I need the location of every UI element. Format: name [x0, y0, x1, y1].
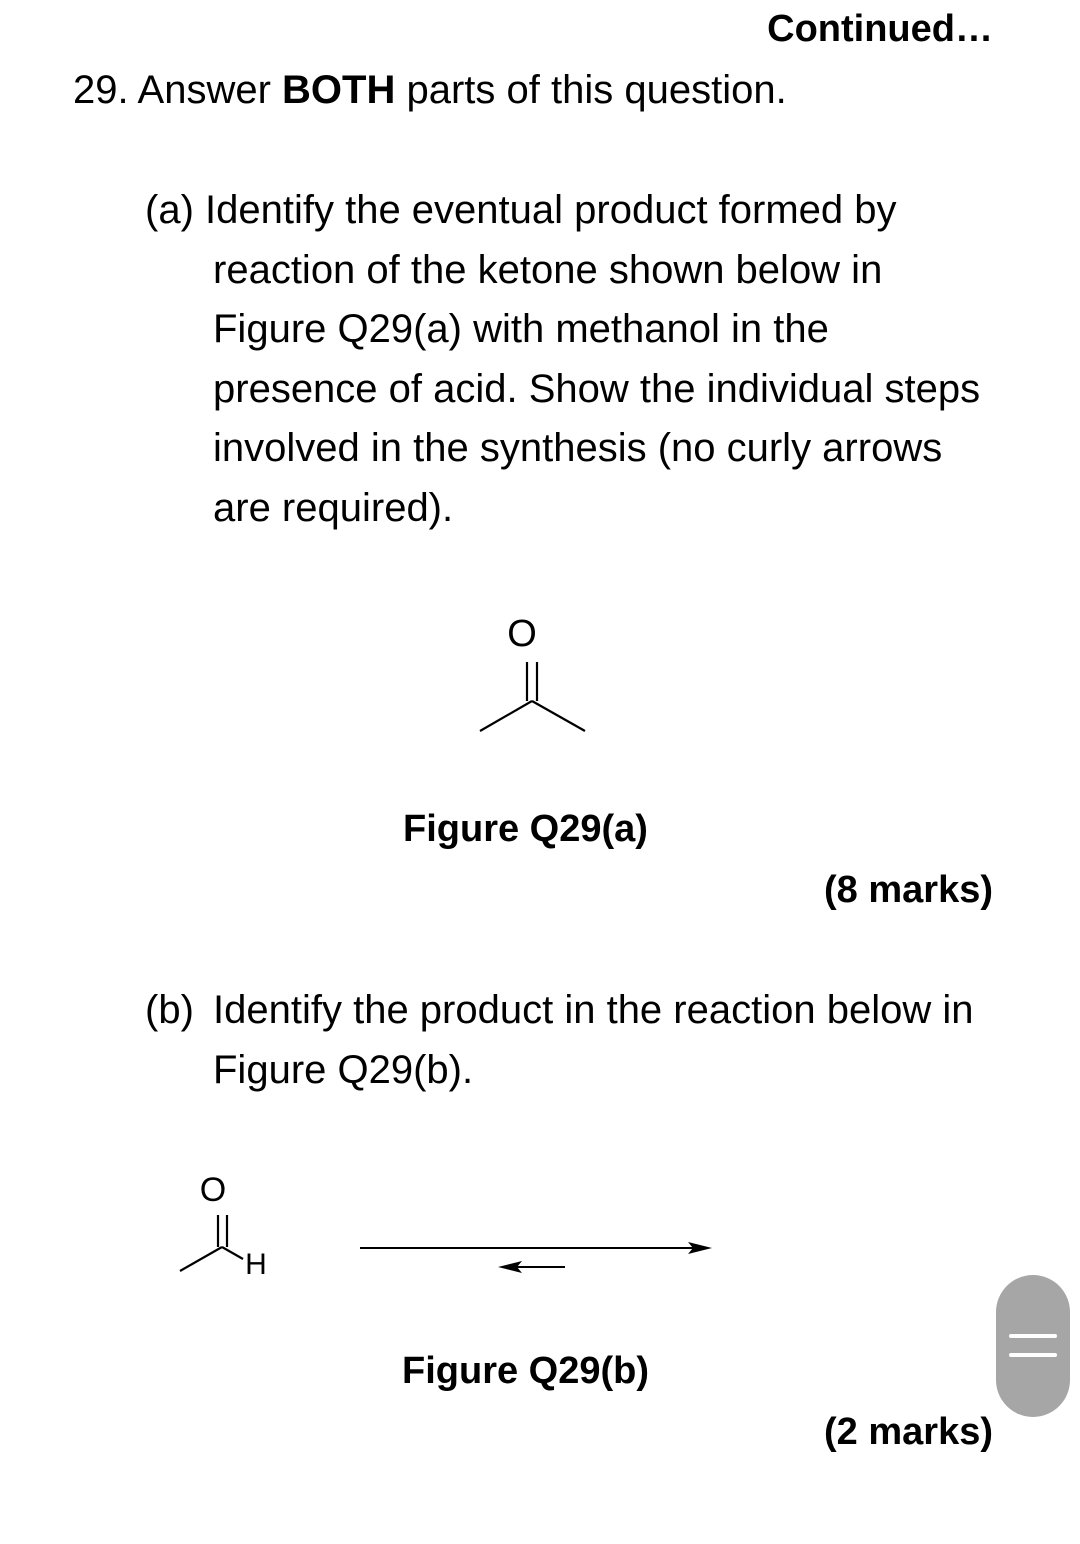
question-heading — [73, 68, 787, 113]
part-b-label: (b) — [145, 988, 194, 1032]
part-a-line: presence of acid. Show the individual steps — [213, 366, 981, 411]
drag-handle-bar — [1009, 1353, 1057, 1357]
part-a-line: involved in the synthesis (no curly arrows — [213, 426, 943, 470]
bond-hydrogen — [222, 1247, 243, 1259]
figure-caption-b: Figure Q29(b) — [402, 1350, 650, 1392]
ketone-structure — [470, 610, 600, 740]
part-b-line: Figure Q29(b). — [213, 1047, 474, 1092]
part-a-line: (a) Identify the eventual product formed by — [145, 188, 897, 232]
bond-left — [480, 701, 532, 731]
part-b-line — [145, 981, 973, 1041]
part-a-line: are required). — [213, 485, 454, 530]
part-b-line-text: Identify the product in the reaction below in — [213, 988, 974, 1032]
bond-methyl — [180, 1247, 222, 1271]
part-a-line: Figure Q29(a) with methanol in the — [213, 307, 829, 351]
part-b-text — [145, 981, 973, 1100]
atom-oxygen: O — [507, 613, 537, 655]
question-intro-post: parts of this question. — [406, 68, 787, 112]
atom-hydrogen: H — [245, 1248, 267, 1281]
equilibrium-arrows — [355, 1235, 725, 1280]
aldehyde-structure — [170, 1165, 280, 1285]
question-intro-pre: Answer — [137, 68, 271, 112]
continued-label: Continued… — [767, 8, 993, 50]
part-a-text — [145, 181, 980, 538]
marks-a: (8 marks) — [824, 869, 993, 911]
part-a-line: reaction of the ketone shown below in — [213, 247, 883, 292]
drag-handle-icon[interactable] — [996, 1275, 1070, 1417]
question-number: 29. — [73, 68, 129, 112]
drag-handle-bar — [1009, 1334, 1057, 1338]
figure-caption-a: Figure Q29(a) — [403, 808, 648, 850]
question-intro-bold: BOTH — [282, 68, 396, 112]
bond-right — [532, 701, 585, 731]
marks-b: (2 marks) — [824, 1411, 993, 1453]
atom-oxygen: O — [199, 1171, 227, 1209]
